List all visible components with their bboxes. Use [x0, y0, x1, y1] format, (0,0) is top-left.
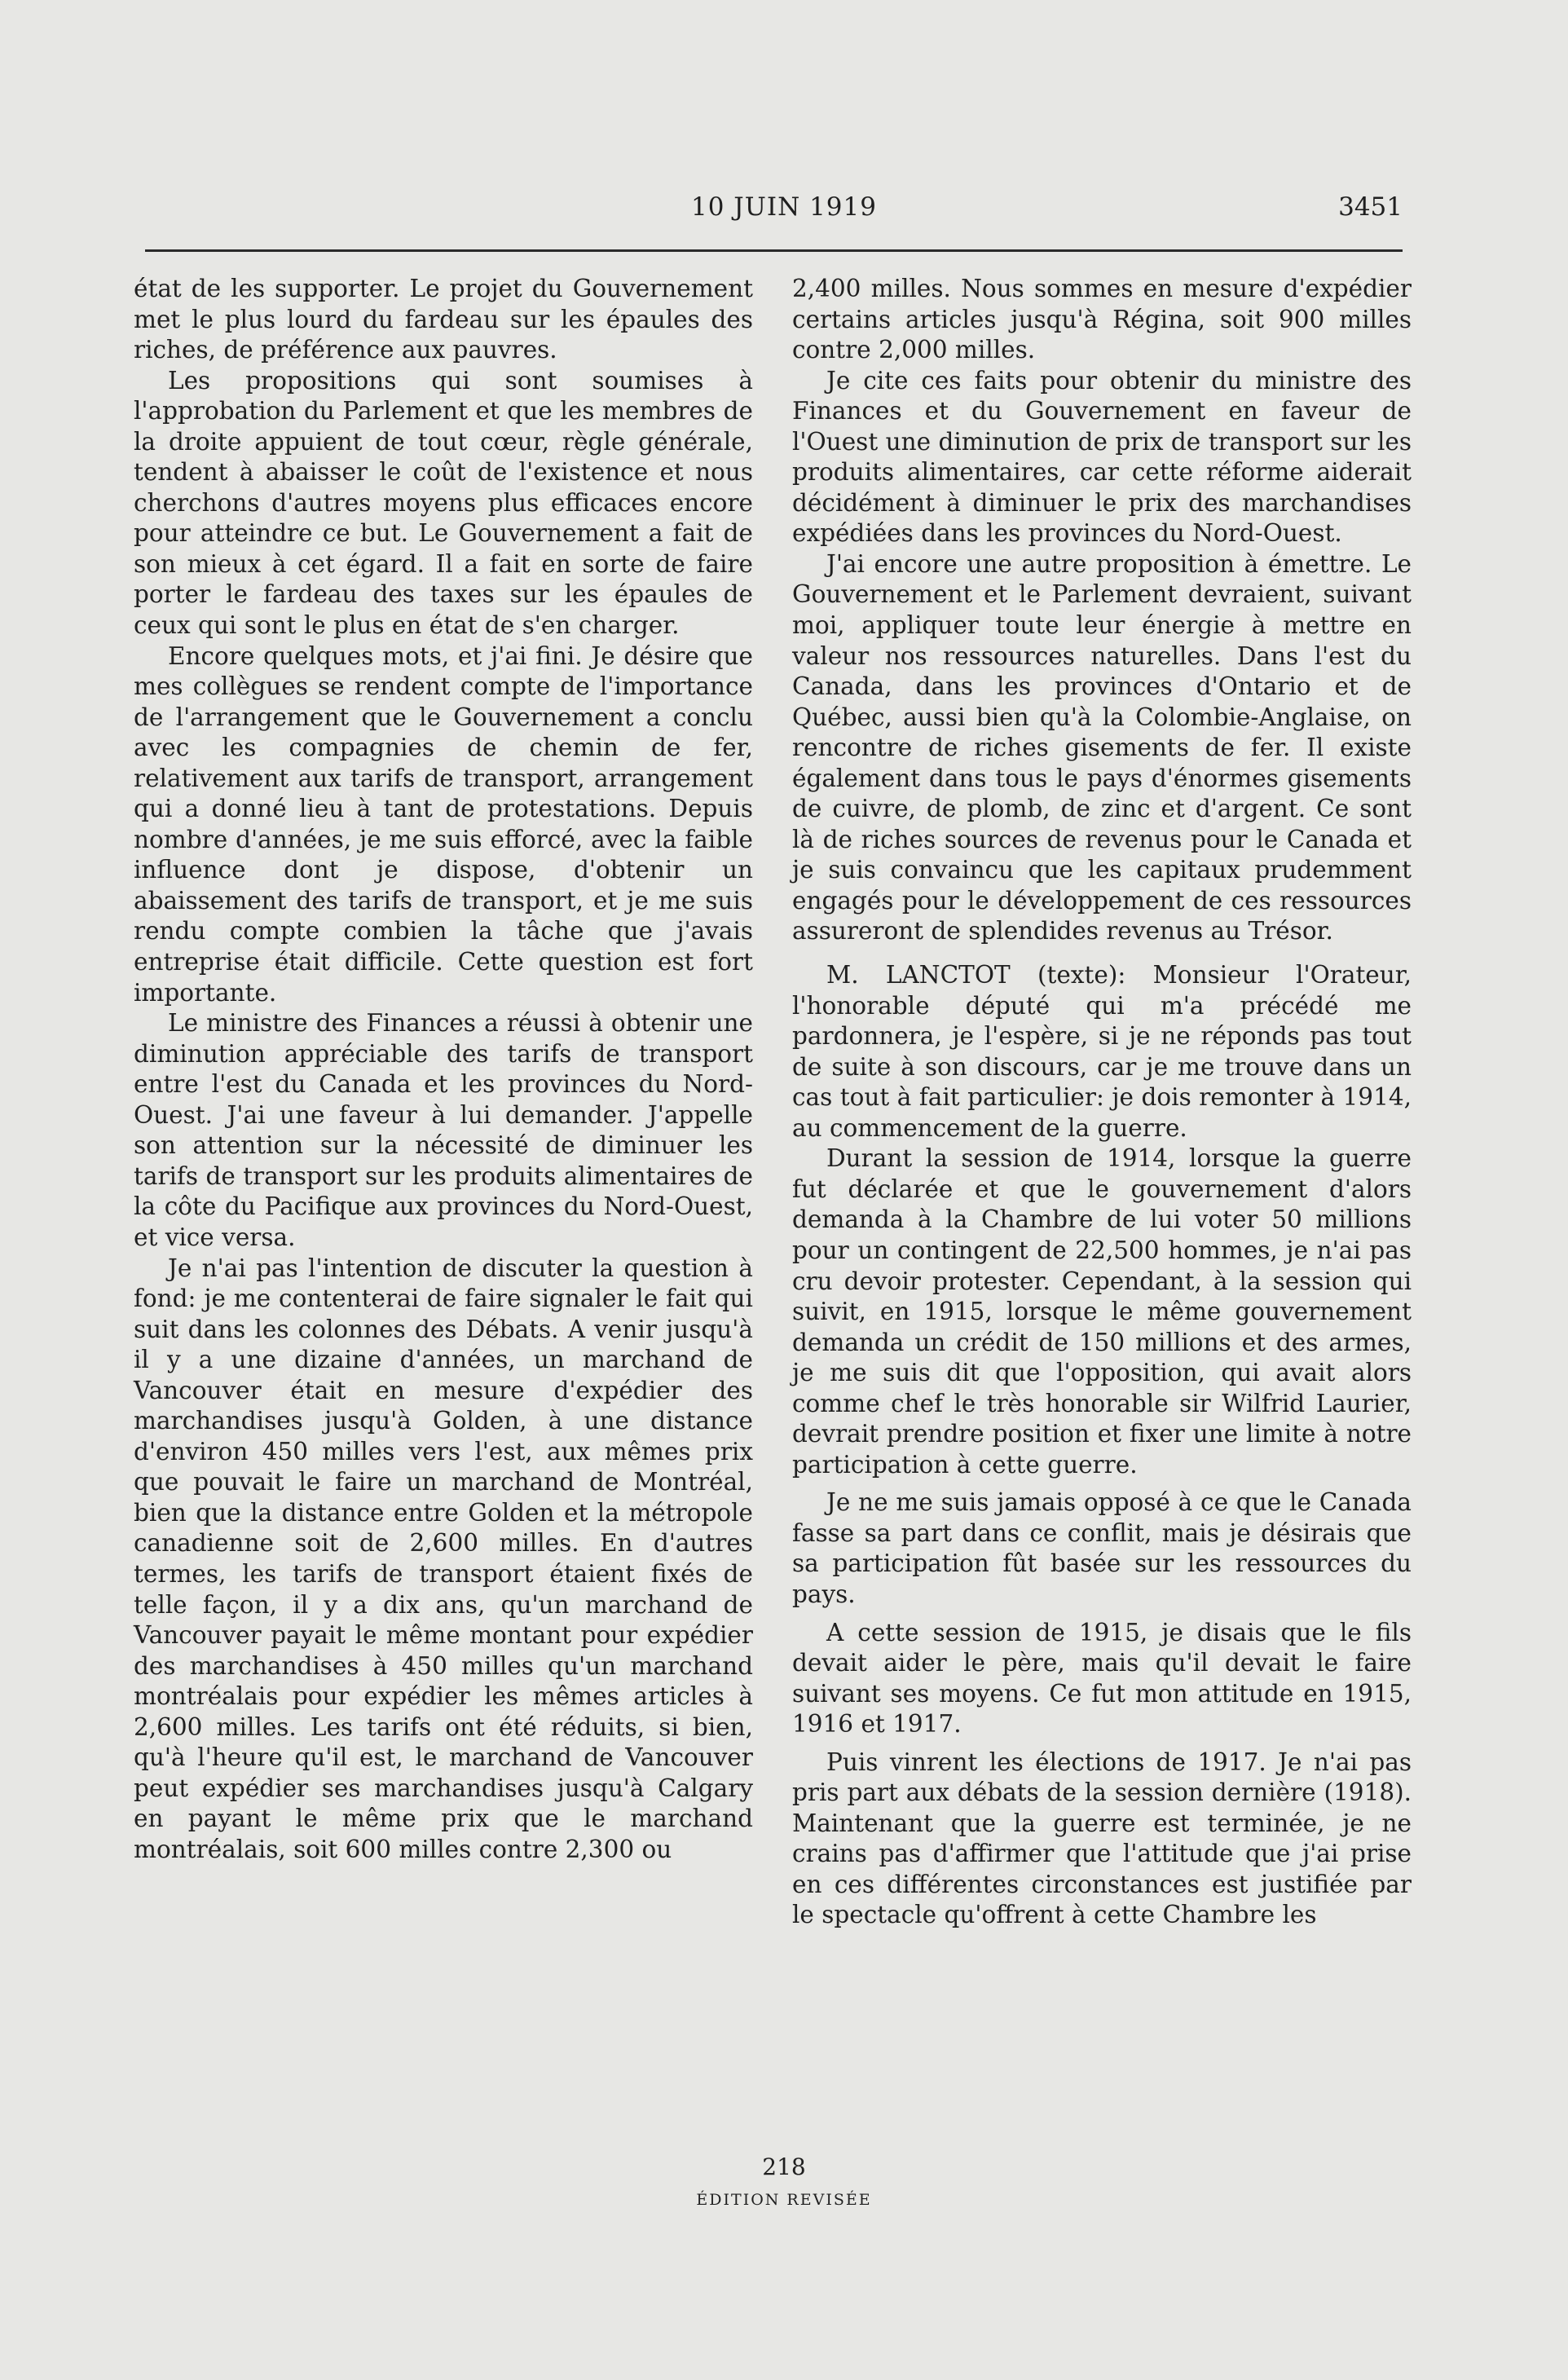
- paragraph: A cette session de 1915, je disais que le fils devait aider le père, mais qu'il devait le faire suivant ses moyens. Ce fut mon attitude en 1915, 1916 et 1917.: [792, 1618, 1412, 1739]
- header-page-number: 3451: [1338, 192, 1403, 222]
- speaker-paragraph: M. LANCTOT (texte): Monsieur l'Orateur, l'honorable député qui m'a précédé me pardonnera, je l'espère, si je ne réponds pas tout de suite à son discours, car je me trouve dans un cas tout à fait particulier: je dois remonter à 1914, au commencement de la guerre.: [792, 961, 1412, 1142]
- paragraph: Le ministre des Finances a réussi à obtenir une diminution appréciable des tarifs de transport entre l'est du Canada et les provinces du Nord-Ouest. J'ai une faveur à lui demander. J'appelle son attention sur la nécessité de diminuer les tarifs de transport sur les produits alimentaires de la côte du Pacifique aux provinces du Nord-Ouest, et vice versa.: [134, 1009, 753, 1251]
- paragraph: Encore quelques mots, et j'ai fini. Je désire que mes collègues se rendent compte de l'importance de l'arrangement que le Gouvernement a conclu avec les compagnies de chemin de fer, relativement aux tarifs de transport, arrangement qui a donné lieu à tant de protestations. Depuis nombre d'années, je me suis efforcé, avec la faible influence dont je dispose, d'obtenir un abaissement des tarifs de transport, et je me suis rendu compte combien la tâche que j'avais entreprise était difficile. Cette question est fort importante.: [134, 641, 753, 1007]
- paragraph: Durant la session de 1914, lorsque la guerre fut déclarée et que le gouvernement d'alors demanda à la Chambre de lui voter 50 millions pour un contingent de 22,500 hommes, je n'ai pas cru devoir protester. Cependant, à la session qui suivit, en 1915, lorsque le même gouvernement demanda un crédit de 150 millions et des armes, je me suis dit que l'opposition, qui avait alors comme chef le très honorable sir Wilfrid Laurier, devrait prendre position et fixer une limite à notre participation à cette guerre.: [792, 1144, 1412, 1479]
- paragraph: 2,400 milles. Nous sommes en mesure d'expédier certains articles jusqu'à Régina, soit 900 milles contre 2,000 milles.: [792, 275, 1412, 364]
- paragraph: Les propositions qui sont soumises à l'approbation du Parlement et que les membres de la droite appuient de tout cœur, règle générale, tendent à abaisser le coût de l'existence et nous cherchons d'autres moyens plus efficaces encore pour atteindre ce but. Le Gouvernement a fait de son mieux à cet égard. Il a fait en sorte de faire porter le fardeau des taxes sur les épaules de ceux qui sont le plus en état de s'en charger.: [134, 366, 753, 640]
- header-rule: [145, 249, 1403, 252]
- paragraph: Je n'ai pas l'intention de discuter la question à fond: je me contenterai de faire signaler le fait qui suit dans les colonnes des Débats. A venir jusqu'à il y a une dizaine d'années, un marchand de Vancouver était en mesure d'expédier des marchandises jusqu'à Golden, à une distance d'environ 450 milles vers l'est, aux mêmes prix que pouvait le faire un marchand de Montréal, bien que la distance entre Golden et la métropole canadienne soit de 2,600 milles. En d'autres termes, les tarifs de transport étaient fixés de telle façon, il y a dix ans, qu'un marchand de Vancouver payait le même montant pour expédier des marchandises à 450 milles qu'un marchand montréalais pour expédier les mêmes articles à 2,600 milles. Les tarifs ont été réduits, si bien, qu'à l'heure qu'il est, le marchand de Vancouver peut expédier ses marchandises jusqu'à Calgary en payant le même prix que le marchand montréalais, soit 600 milles contre 2,300 ou: [134, 1254, 753, 1863]
- left-column: [134, 274, 753, 1865]
- paragraph: Puis vinrent les élections de 1917. Je n'ai pas pris part aux débats de la session dernière (1918). Maintenant que la guerre est terminée, je ne crains pas d'affirmer que l'attitude que j'ai prise en ces différentes circonstances est justifiée par le spectacle qu'offrent à cette Chambre les: [792, 1748, 1412, 1929]
- footer-edition: ÉDITION REVISÉE: [696, 2191, 872, 2209]
- right-column: [792, 274, 1412, 1931]
- header-date: 10 JUIN 1919: [691, 192, 877, 222]
- paragraph: Je cite ces faits pour obtenir du ministre des Finances et du Gouvernement en faveur de l'Ouest une diminution de prix de transport sur les produits alimentaires, car cette réforme aiderait décidément à diminuer le prix des marchandises expédiées dans les provinces du Nord-Ouest.: [792, 366, 1412, 548]
- paragraph: Je ne me suis jamais opposé à ce que le Canada fasse sa part dans ce conflit, mais je désirais que sa participation fût basée sur les ressources du pays.: [792, 1488, 1412, 1608]
- paragraph: état de les supporter. Le projet du Gouvernement met le plus lourd du fardeau sur les épaules des riches, de préférence aux pauvres.: [134, 275, 753, 364]
- paragraph: J'ai encore une autre proposition à émettre. Le Gouvernement et le Parlement devraient, suivant moi, appliquer toute leur énergie à mettre en valeur nos ressources naturelles. Dans l'est du Canada, dans les provinces d'Ontario et de Québec, aussi bien qu'à la Colombie-Anglaise, on rencontre de riches gisements de fer. Il existe également dans tous le pays d'énormes gisements de cuivre, de plomb, de zinc et d'argent. Ce sont là de riches sources de revenus pour le Canada et je suis convaincu que les capitaux prudemment engagés pour le développement de ces ressources assureront de splendides revenus au Trésor.: [792, 549, 1412, 945]
- footer-page-number: 218: [762, 2153, 806, 2180]
